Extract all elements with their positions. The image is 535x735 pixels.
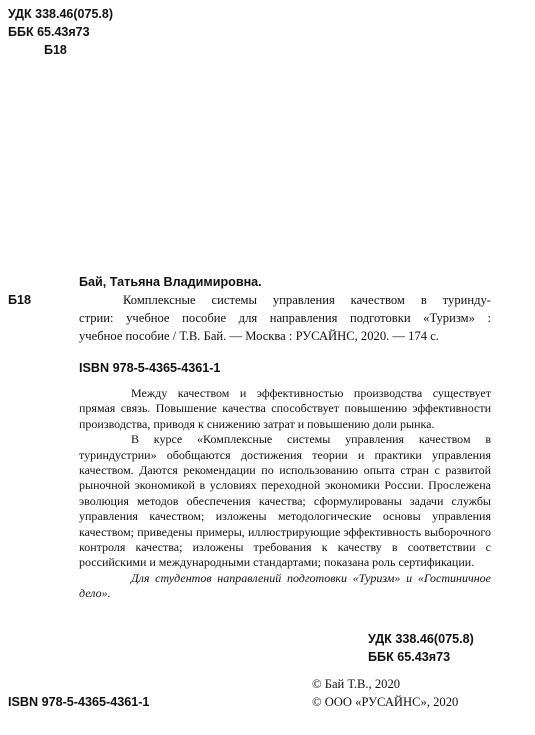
entry-line-1: Комплексные системы управления качеством в туринду- — [123, 293, 491, 307]
bbk-code-bottom: ББК 65.43я73 — [368, 650, 451, 664]
copyright-publisher: © ООО «РУСАЙНС», 2020 — [312, 695, 459, 709]
author-sign: Б18 — [44, 43, 67, 57]
footer-isbn: ISBN 978-5-4365-4361-1 — [8, 695, 150, 709]
entry-line-2: стрии: учебное пособие для направления подготовки «Туризм» : — [79, 311, 491, 325]
udk-code: УДК 338.46(075.8) — [8, 7, 113, 21]
annotation-paragraph: Между качеством и эффективностью производства существует прямая связь. Повышение качества способствует повышению эффективности производства, приводя к снижению затрат и повышению доли рынка. — [79, 386, 491, 431]
audience-note: Для студентов направлений подготовки «Туризм» и «Гостиничное дело». — [79, 570, 491, 601]
annotation — [79, 386, 491, 602]
annotation-paragraph: В курсе «Комплексные системы управления качеством в туриндустрии» обобщаются достижения теории и практики управления качеством. Даются рекомендации по использованию опыта стран с развитой рыночной экономикой в условиях переходной экономики России. Прослежена эволюция методов обеспечения качества; сформулированы задачи службы управления качеством; изложены методологические основы управления качеством; приведены примеры, иллюстрирующие эффективность выборочного контроля качества; изложены требования к качеству в соответствии с российскими и международными стандартами; показана роль сертификации. — [79, 432, 491, 570]
udk-code-bottom: УДК 338.46(075.8) — [368, 632, 474, 646]
call-sign: Б18 — [8, 293, 32, 307]
entry-isbn: ISBN 978-5-4365-4361-1 — [79, 361, 221, 375]
bbk-code: ББК 65.43я73 — [8, 25, 90, 39]
copyright-author: © Бай Т.В., 2020 — [312, 677, 401, 691]
entry-line-3: учебное пособие / Т.В. Бай. — Москва : РУСАЙНС, 2020. — 174 с. — [79, 329, 439, 343]
author-heading: Бай, Татьяна Владимировна. — [79, 275, 262, 289]
